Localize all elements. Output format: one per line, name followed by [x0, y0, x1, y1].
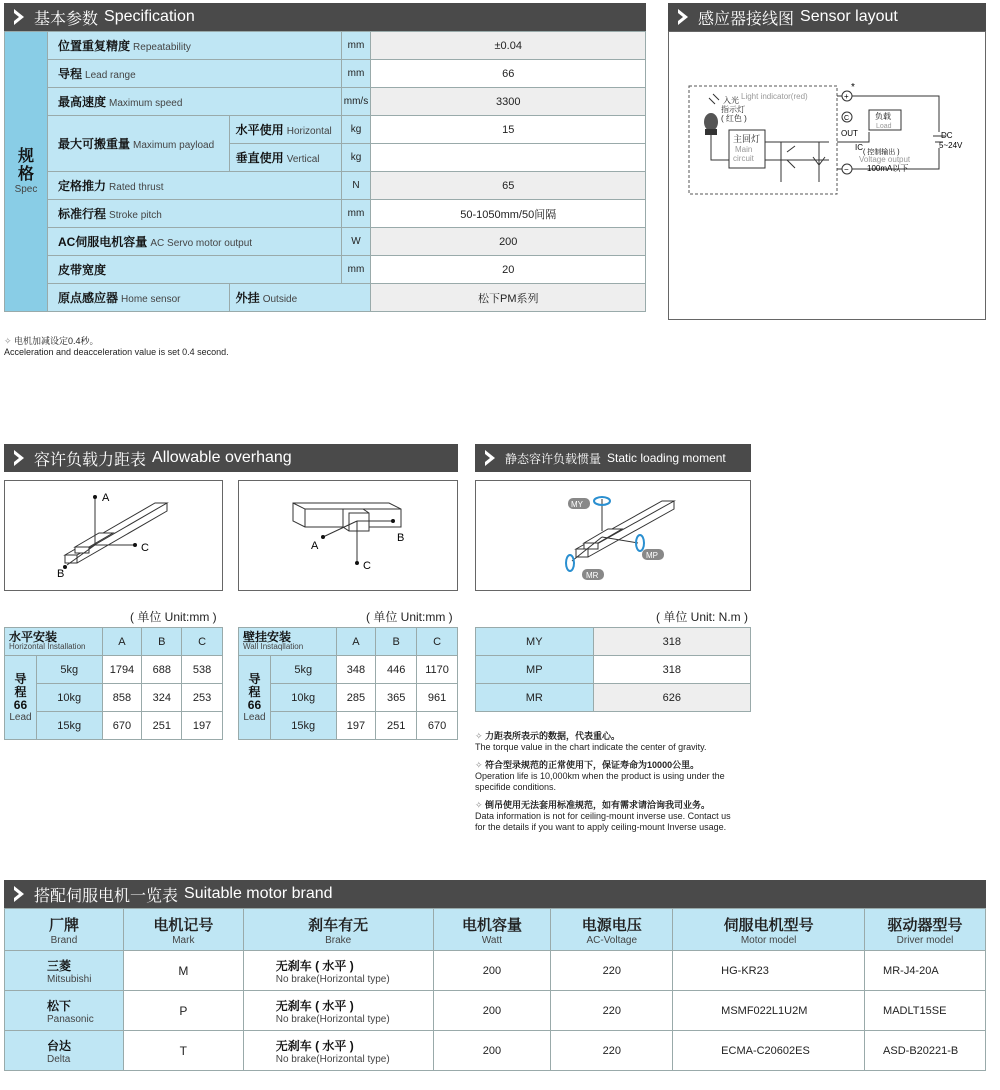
spec-header-en: Specification [104, 8, 195, 25]
label-mr: MR [586, 571, 599, 580]
spec-side-label: 规格 Spec [5, 32, 48, 312]
load-en: Load [876, 123, 892, 130]
spec-payload-vertical: 垂直使用 Vertical [229, 144, 341, 172]
spec-unit: mm/s [341, 88, 371, 116]
star-mark: * [851, 82, 855, 93]
col-brake: 刹车有无 Brake [243, 909, 433, 951]
driver-cell: MADLT15SE [865, 991, 986, 1031]
watt-cell: 200 [433, 991, 551, 1031]
chevron-right-icon [4, 3, 34, 31]
horizontal-beam-svg [5, 481, 222, 590]
label-b: B [397, 532, 405, 544]
value-a: 285 [336, 684, 376, 712]
spec-value: 松下PM系列 [371, 284, 646, 312]
spec-value: 50-1050mm/50间隔 [371, 200, 646, 228]
sensor-header [668, 3, 986, 31]
spec-value: ±0.04 [371, 32, 646, 60]
col-c: C [182, 628, 223, 656]
col-mark: 电机记号 Mark [123, 909, 243, 951]
spec-row-belt: 皮带宽度 [47, 256, 341, 284]
lead-label: 导程66 Lead [5, 656, 37, 740]
brake-cell: 无刹车 ( 水平 ) No brake(Horizontal type) [243, 1031, 433, 1071]
light-indicator-label: Light indicator(red) [741, 92, 808, 101]
col-c: C [417, 628, 458, 656]
indicator-zh-2: 指示灯 [721, 105, 745, 114]
spec-value: 200 [371, 228, 646, 256]
moment-table [475, 627, 751, 712]
col-watt: 电机容量 Watt [433, 909, 551, 951]
wall-table [238, 627, 458, 740]
spec-row-motor-output: AC伺服电机容量 AC Servo motor output [47, 228, 341, 256]
motor-header-zh: 搭配伺服电机一览表 [34, 887, 179, 905]
value-c: 538 [182, 656, 223, 684]
voltage-cell: 220 [551, 991, 673, 1031]
brake-cell: 无刹车 ( 水平 ) No brake(Horizontal type) [243, 991, 433, 1031]
model-cell: ECMA-C20602ES [673, 1031, 865, 1071]
spec-row-home-sensor: 原点感应器 Home sensor [47, 284, 229, 312]
load-cell: 10kg [270, 684, 336, 712]
moment-note: ✧ 力距表所表示的数据，代表重心。 The torque value in the chart indicate the center of gravity. [475, 731, 707, 752]
value-c: 253 [182, 684, 223, 712]
moment-name: MY [476, 628, 594, 656]
brake-cell: 无刹车 ( 水平 ) No brake(Horizontal type) [243, 951, 433, 991]
value-b: 688 [142, 656, 182, 684]
wall-beam-svg [239, 481, 457, 590]
brand-cell: 台达 Delta [5, 1031, 124, 1071]
value-c: 1170 [417, 656, 458, 684]
spec-unit: W [341, 228, 371, 256]
spec-row-repeatability: 位置重复精度 Repeatability [47, 32, 341, 60]
horizontal-table [4, 627, 223, 740]
col-driver-model: 驱动器型号 Driver model [865, 909, 986, 951]
moment-notes [475, 731, 755, 833]
spec-value: 15 [371, 116, 646, 144]
value-a: 670 [102, 712, 142, 740]
brand-cell: 三菱 Mitsubishi [5, 951, 124, 991]
voltage-output-label: Voltage output [859, 155, 911, 164]
motor-table [4, 908, 986, 1071]
value-b: 446 [376, 656, 417, 684]
col-brand: 厂牌 Brand [5, 909, 124, 951]
value-b: 251 [142, 712, 182, 740]
spec-table [4, 31, 646, 312]
spec-unit: mm [341, 200, 371, 228]
dc-voltage-label: 5~24V [939, 141, 963, 150]
spec-header-zh: 基本参数 [34, 10, 99, 28]
sensor-header-en: Sensor layout [800, 8, 898, 25]
mark-cell: T [123, 1031, 243, 1071]
spec-note: ✧ 电机加减设定0.4秒。 Acceleration and deacceleration value is set 0.4 second. [4, 336, 229, 357]
moment-note: ✧ 符合型录规范的正常使用下，保证寿命为10000公里。 Operation life is 10,000km when the product is using under the specifide conditions. [475, 760, 725, 792]
out-label: OUT [841, 129, 858, 138]
value-a: 197 [336, 712, 376, 740]
spec-payload-horizontal: 水平使用 Horizontal [229, 116, 341, 144]
load-cell: 5kg [36, 656, 102, 684]
col-b: B [376, 628, 417, 656]
table-row [5, 1031, 986, 1071]
lead-label: 导程66 Lead [239, 656, 271, 740]
value-b: 324 [142, 684, 182, 712]
watt-cell: 200 [433, 1031, 551, 1071]
chevron-right-icon [4, 444, 34, 472]
wall-unit-label: ( 单位 Unit:mm ) [366, 610, 453, 624]
spec-value: 3300 [371, 88, 646, 116]
indicator-zh-3: ( 红色 ) [721, 114, 747, 123]
motor-header-en: Suitable motor brand [184, 885, 333, 902]
load-cell: 15kg [36, 712, 102, 740]
moment-header-en: Static loading moment [607, 451, 726, 465]
horizontal-title: 水平安装 Horizontal Installation [5, 628, 103, 656]
moment-value: 318 [593, 656, 750, 684]
spec-value: 65 [371, 172, 646, 200]
moment-beam-svg [476, 481, 750, 590]
value-a: 1794 [102, 656, 142, 684]
dc-label: DC [941, 131, 953, 140]
spec-home-sensor-sub: 外挂 Outside [229, 284, 371, 312]
ctrl-output-zh: ( 控制输出 ) [863, 149, 900, 156]
spec-row-stroke: 标准行程 Stroke pitch [47, 200, 341, 228]
sensor-diagram [668, 31, 986, 320]
moment-header [475, 444, 751, 472]
spec-row-payload: 最大可搬重量 Maximum payload [47, 116, 229, 172]
spec-value: 66 [371, 60, 646, 88]
chevron-right-icon [668, 3, 698, 31]
horizontal-diagram [4, 480, 223, 591]
spec-value [371, 144, 646, 172]
label-my: MY [571, 500, 583, 509]
overhang-header-zh: 容许负载力距表 [34, 451, 147, 469]
moment-note: ✧ 倒吊使用无法套用标准规范，如有需求请洽询我司业务。 Data information is not for ceiling-mount inverse use. Contact us for the details if you want to apply ceiling-mount Inverse usage. [475, 800, 731, 832]
moment-name: MP [476, 656, 594, 684]
main-circuit-en-2: circuit [733, 154, 754, 163]
sensor-header-zh: 感应器接线图 [698, 10, 795, 28]
minus-terminal: − [844, 165, 849, 174]
spec-row-lead: 导程 Lead range [47, 60, 341, 88]
load-cell: 15kg [270, 712, 336, 740]
table-row [5, 951, 986, 991]
spec-unit: kg [341, 144, 371, 172]
model-cell: MSMF022L1U2M [673, 991, 865, 1031]
spec-row-thrust: 定格推力 Rated thrust [47, 172, 341, 200]
value-b: 365 [376, 684, 417, 712]
value-c: 961 [417, 684, 458, 712]
brand-cell: 松下 Panasonic [5, 991, 124, 1031]
wall-diagram [238, 480, 458, 591]
label-a: A [311, 540, 319, 552]
value-a: 858 [102, 684, 142, 712]
load-zh: 负载 [875, 112, 891, 121]
label-mp: MP [646, 551, 658, 560]
overhang-header [4, 444, 458, 472]
table-row [5, 991, 986, 1031]
col-b: B [142, 628, 182, 656]
watt-cell: 200 [433, 951, 551, 991]
chevron-right-icon [475, 444, 505, 472]
driver-cell: MR-J4-20A [865, 951, 986, 991]
moment-diagram [475, 480, 751, 591]
plus-terminal: + [844, 92, 849, 101]
ma-label: 100mA以下 [867, 164, 909, 173]
moment-value: 626 [593, 684, 750, 712]
col-motor-model: 伺服电机型号 Motor model [673, 909, 865, 951]
label-c: C [141, 542, 149, 554]
voltage-cell: 220 [551, 1031, 673, 1071]
load-cell: 10kg [36, 684, 102, 712]
load-cell: 5kg [270, 656, 336, 684]
label-b: B [57, 568, 65, 580]
spec-unit: mm [341, 32, 371, 60]
label-a: A [102, 492, 110, 504]
voltage-cell: 220 [551, 951, 673, 991]
mark-cell: M [123, 951, 243, 991]
main-circuit-en-1: Main [735, 145, 753, 154]
col-voltage: 电源电压 AC-Voltage [551, 909, 673, 951]
driver-cell: ASD-B20221-B [865, 1031, 986, 1071]
horizontal-unit-label: ( 单位 Unit:mm ) [130, 610, 217, 624]
moment-header-zh: 静态容许负载惯量 [505, 451, 602, 466]
value-a: 348 [336, 656, 376, 684]
indicator-zh-1: 入光 [723, 96, 739, 105]
moment-name: MR [476, 684, 594, 712]
main-circuit-zh: 主回灯 [733, 134, 761, 144]
mark-cell: P [123, 991, 243, 1031]
spec-unit: mm [341, 60, 371, 88]
spec-header [4, 3, 646, 31]
value-b: 251 [376, 712, 417, 740]
moment-value: 318 [593, 628, 750, 656]
moment-unit-label: ( 单位 Unit: N.m ) [656, 610, 748, 624]
spec-value: 20 [371, 256, 646, 284]
wall-title: 壁挂安装 Wall Instaqllation [239, 628, 337, 656]
value-c: 197 [182, 712, 223, 740]
chevron-right-icon [4, 880, 34, 908]
col-a: A [102, 628, 142, 656]
spec-row-speed: 最高速度 Maximum speed [47, 88, 341, 116]
value-c: 670 [417, 712, 458, 740]
c-terminal: C [844, 115, 850, 122]
col-a: A [336, 628, 376, 656]
spec-unit: mm [341, 256, 371, 284]
ic-label: IC [855, 143, 863, 152]
overhang-header-en: Allowable overhang [152, 449, 292, 466]
spec-unit: N [341, 172, 371, 200]
motor-header [4, 880, 986, 908]
model-cell: HG-KR23 [673, 951, 865, 991]
label-c: C [363, 560, 371, 572]
sensor-wiring-svg [669, 32, 985, 319]
spec-unit: kg [341, 116, 371, 144]
